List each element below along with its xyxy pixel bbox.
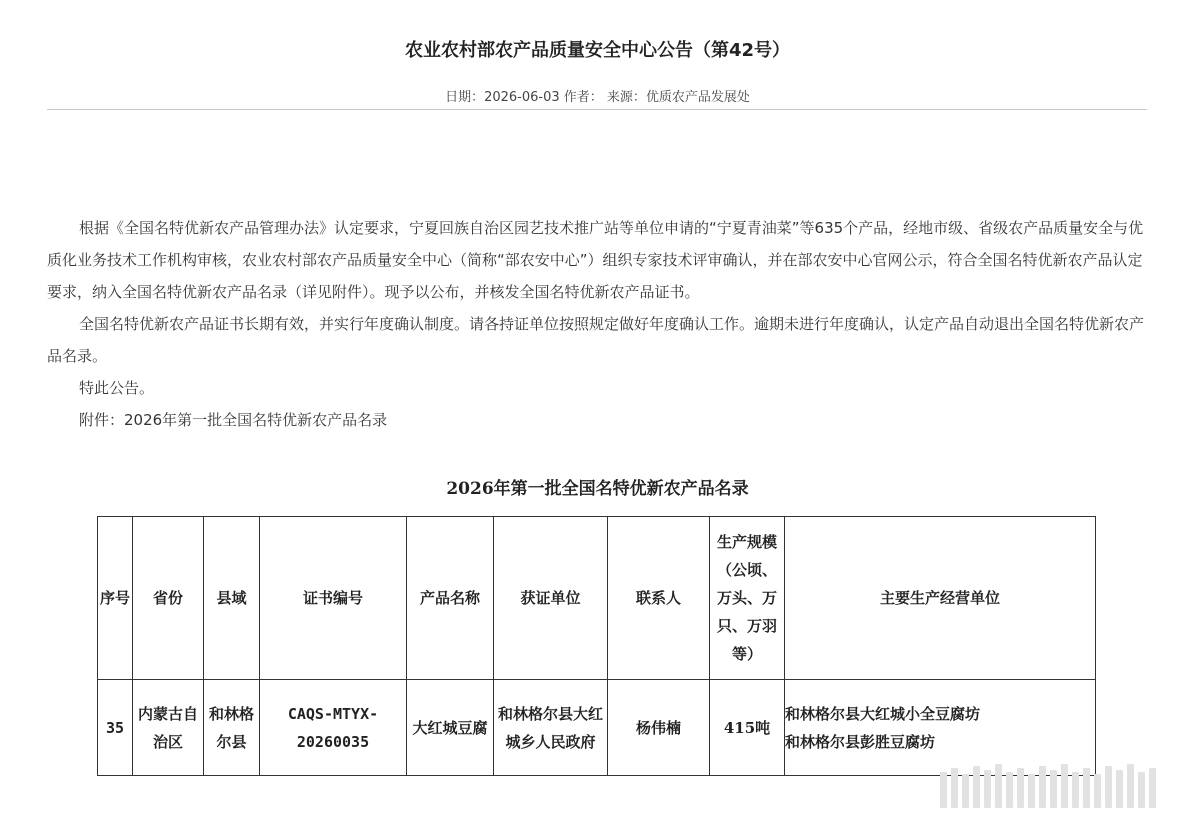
column-header: 序号 [98,517,133,680]
producer-line: 和林格尔县大红城小全豆腐坊 [785,704,981,723]
watermark-bar [1083,768,1090,808]
watermark-bar [995,764,1002,808]
watermark-bar [1094,774,1101,808]
watermark-bar [1105,766,1112,808]
watermark-bar [1072,772,1079,808]
watermark-bar [1039,766,1046,808]
watermark-bar [940,772,947,808]
product-roster-table [97,516,1096,776]
watermark-bar [962,774,969,808]
watermark-bar [1149,768,1156,808]
watermark-bars [940,760,1175,808]
cell-certificate: CAQS-MTYX-20260035 [260,680,407,776]
article-meta: 日期：2026-06-03 作者： 来源：优质农产品发展处 [445,90,750,105]
cell-county: 和林格尔县 [204,680,260,776]
cell-province: 内蒙古自治区 [133,680,204,776]
watermark-bar [1006,772,1013,808]
producer-line: 和林格尔县彭胜豆腐坊 [785,732,936,751]
watermark-bar [1138,772,1145,808]
watermark-bar [951,768,958,808]
table-header-row [98,517,1096,680]
page-title: 农业农村部农产品质量安全中心公告（第42号） [404,40,791,61]
column-header: 证书编号 [260,517,407,680]
column-header: 主要生产经营单位 [785,517,1096,680]
cell-contact: 杨伟楠 [608,680,710,776]
cell-no: 35 [98,680,133,776]
column-header: 联系人 [608,517,710,680]
paragraph: 根据《全国名特优新农产品管理办法》认定要求，宁夏回族自治区园艺技术推广站等单位申请的“宁夏青油菜”等635个产品，经地市级、省级农产品质量安全与优质化业务技术工作机构审核，农业农村部农产品质量安全中心（简称“部农安中心”）组织专家技术评审确认，并在部农安中心官网公示，符合全国名特优新农产品认定要求，纳入全国名特优新农产品名录（详见附件）。现予以公布，并核发全国名特优新农产品证书。 [47,219,1144,301]
watermark-bar [1116,770,1123,808]
watermark-bar [1028,774,1035,808]
watermark-bar [1050,770,1057,808]
watermark-bar [1017,768,1024,808]
cell-scale: 415吨 [710,680,785,776]
cell-product: 大红城豆腐 [407,680,494,776]
table-title: 2026年第一批全国名特优新农产品名录 [446,479,749,499]
watermark-bar [1061,764,1068,808]
attachment-link[interactable]: 附件：2026年第一批全国名特优新农产品名录 [79,411,388,429]
cell-holder: 和林格尔县大红城乡人民政府 [494,680,608,776]
column-header: 生产规模（公顷、万头、万只、万羽等） [710,517,785,680]
watermark-bar [1127,764,1134,808]
watermark-bar [973,766,980,808]
watermark-bar [984,770,991,808]
column-header: 获证单位 [494,517,608,680]
article-body [47,212,1147,436]
column-header: 产品名称 [407,517,494,680]
paragraph: 全国名特优新农产品证书长期有效，并实行年度确认制度。请各持证单位按照规定做好年度确认工作。逾期未进行年度确认，认定产品自动退出全国名特优新农产品名录。 [47,315,1145,365]
column-header: 县域 [204,517,260,680]
column-header: 省份 [133,517,204,680]
header-divider [47,109,1147,110]
paragraph: 特此公告。 [79,379,155,397]
